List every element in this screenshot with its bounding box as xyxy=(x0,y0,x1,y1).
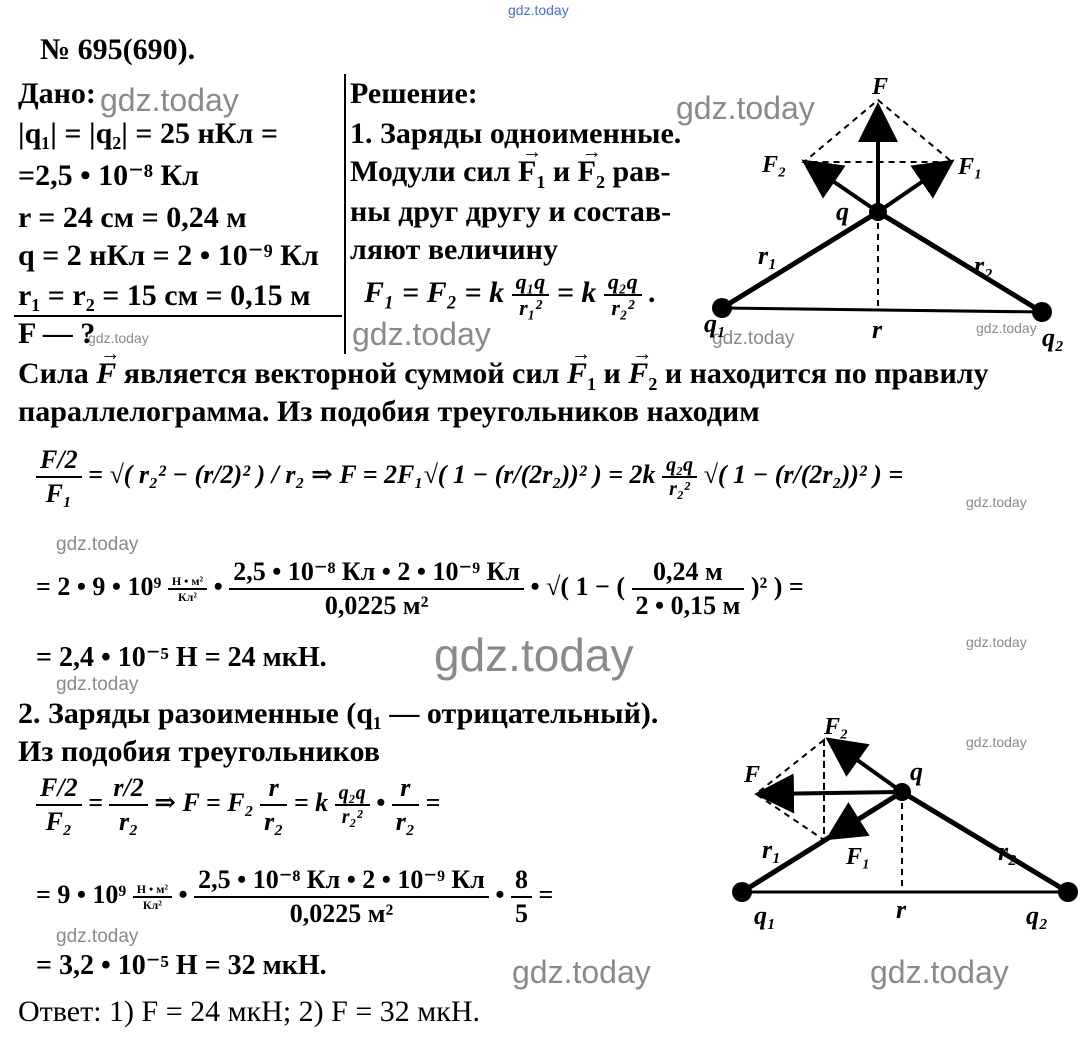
label-r2: r₂ xyxy=(974,251,994,280)
given-find: F — ? xyxy=(18,317,96,350)
solution-text: 2. Заряды разоименные (q₁ — отрицательный). xyxy=(18,697,659,730)
given-line: r₁ = r₂ = 15 см = 0,15 м xyxy=(18,279,311,312)
label-q2: q₂ xyxy=(1042,323,1065,352)
charge-q xyxy=(869,203,887,221)
label-q2: q₂ xyxy=(1026,901,1049,930)
label-r1: r₁ xyxy=(758,241,778,270)
parallelogram xyxy=(756,740,824,840)
r-line xyxy=(722,308,1042,312)
charge-q2 xyxy=(1058,882,1078,902)
watermark: gdz.today xyxy=(56,926,139,947)
problem-number: № 695(690). xyxy=(40,33,196,66)
watermark: gdz.today xyxy=(352,316,491,352)
given-line: r = 24 см = 0,24 м xyxy=(18,201,247,234)
solution-text: Модули сил → $F_1$ $и \to F_2$ рав- xyxy=(350,156,670,198)
solution-text: параллелограмма. Из подобия треугольников находим xyxy=(18,395,760,428)
equation-force-case1: $\frac{F/2}{\text{F₁}}$ = √( r₂² − (r/2)² ) / r₂ ⇒ F = 2F₁√( 1 − (r/(2r₂))² ) = 2k $\frac{\text{q₂q}}{\text{r₂²}}$ √( 1 − (r/(2r₂))² ) = xyxy=(36,444,903,510)
answer: Ответ: 1) F = 24 мкН; 2) F = 32 мкН. xyxy=(18,995,480,1028)
label-r2: r₂ xyxy=(998,837,1018,866)
given-line: =2,5 • 10⁻⁸ Кл xyxy=(18,159,200,192)
given-line: q = 2 нКл = 2 • 10⁻⁹ Кл xyxy=(18,239,319,272)
watermark: gdz.today xyxy=(56,534,139,555)
r2-line xyxy=(902,792,1068,892)
label-F: F xyxy=(744,762,761,788)
diagram-like-charges xyxy=(690,70,1080,360)
label-r1: r₁ xyxy=(762,835,782,864)
label-q: q xyxy=(910,757,923,786)
vector-F xyxy=(762,792,902,794)
watermark: gdz.today xyxy=(512,954,651,990)
solution-text: ны друг другу и состав- xyxy=(350,195,672,228)
formula-f1-f2: F₁ = F₂ = k $\frac{\text{q₁q}}{\text{r₁²}}$ = k $\frac{\text{q₂q}}{\text{r₂²}}$ . xyxy=(364,269,657,320)
label-r: r xyxy=(896,895,907,924)
watermark: gdz.today xyxy=(712,328,795,349)
charge-q1 xyxy=(732,882,752,902)
label-F1: F₁ xyxy=(958,154,983,180)
vector-F2 xyxy=(832,742,902,792)
result-case1: = 2,4 • 10⁻⁵ Н = 24 мкН. xyxy=(36,642,327,673)
watermark: gdz.today xyxy=(966,734,1027,750)
diagram-unlike-charges xyxy=(720,700,1090,945)
charge-q2 xyxy=(1032,302,1052,322)
given-line: |q₁| = |q₂| = 25 нКл = xyxy=(18,117,278,150)
watermark: gdz.today xyxy=(88,330,149,346)
watermark: gdz.today xyxy=(100,82,239,118)
watermark-top: gdz.today xyxy=(508,2,569,18)
equation-numeric-case2: = 9 • 10⁹ $\frac{\text{Н • м²}}{\text{Кл²}}$ • $\frac{\text{2,5 • 10⁻⁸ Кл • 2 • 10⁻⁹ Кл}}{\text{0,0225 м²}}$ • $\frac{8}{5}$ = xyxy=(36,865,554,928)
label-F2: F₂ xyxy=(824,714,849,740)
label-r: r xyxy=(872,315,883,344)
watermark: gdz.today xyxy=(434,629,634,681)
watermark: gdz.today xyxy=(966,634,1027,650)
watermark: gdz.today xyxy=(966,494,1027,510)
watermark: gdz.today xyxy=(676,90,815,126)
given-heading: Дано: xyxy=(18,77,96,110)
solution-text: ляют величину xyxy=(350,233,558,266)
vector-F1 xyxy=(832,792,902,836)
r2-line xyxy=(878,212,1042,312)
label-F1: F₁ xyxy=(846,844,871,870)
label-F: F xyxy=(872,74,889,100)
solution-text: Из подобия треугольников xyxy=(18,735,380,768)
label-F2: F₂ xyxy=(762,152,787,178)
result-case2: = 3,2 • 10⁻⁵ Н = 32 мкН. xyxy=(36,950,327,981)
solution-text: 1. Заряды одноименные. xyxy=(350,117,682,150)
charge-q xyxy=(893,783,911,801)
watermark: gdz.today xyxy=(976,320,1037,336)
label-q1: q₁ xyxy=(754,901,777,930)
equation-numeric-case1: = 2 • 9 • 10⁹ $\frac{\text{Н • м²}}{\text{Кл²}}$ • $\frac{\text{2,5 • 10⁻⁸ Кл • 2 • 10⁻⁹ Кл}}{\text{0,0225 м²}}$ • √( 1 − ( $\frac{0,24 м}{2 • 0,15 м}$ )² ) = xyxy=(36,557,804,620)
label-q: q xyxy=(836,197,849,226)
vector-F1 xyxy=(878,164,948,212)
watermark: gdz.today xyxy=(870,954,1009,990)
solution-text: Сила → F является векторной суммой сил → $F_1$ $и \to F_2$ и находится по правилу xyxy=(18,358,989,400)
label-q1: q₁ xyxy=(704,309,727,338)
solution-heading: Решение: xyxy=(350,77,478,110)
r1-line xyxy=(722,212,878,308)
equation-force-case2: $\frac{F/2}{\text{F₂}}$ = $\frac{r/2}{\text{r₂}}$ ⇒ F = F₂ $\frac{r}{\text{r₂}}$ = k $\frac{\text{q₂q}}{\text{r₂²}}$ • $\frac{r}{\text{r₂}}$ = xyxy=(36,772,440,838)
watermark: gdz.today xyxy=(56,674,139,695)
column-divider xyxy=(344,74,346,354)
